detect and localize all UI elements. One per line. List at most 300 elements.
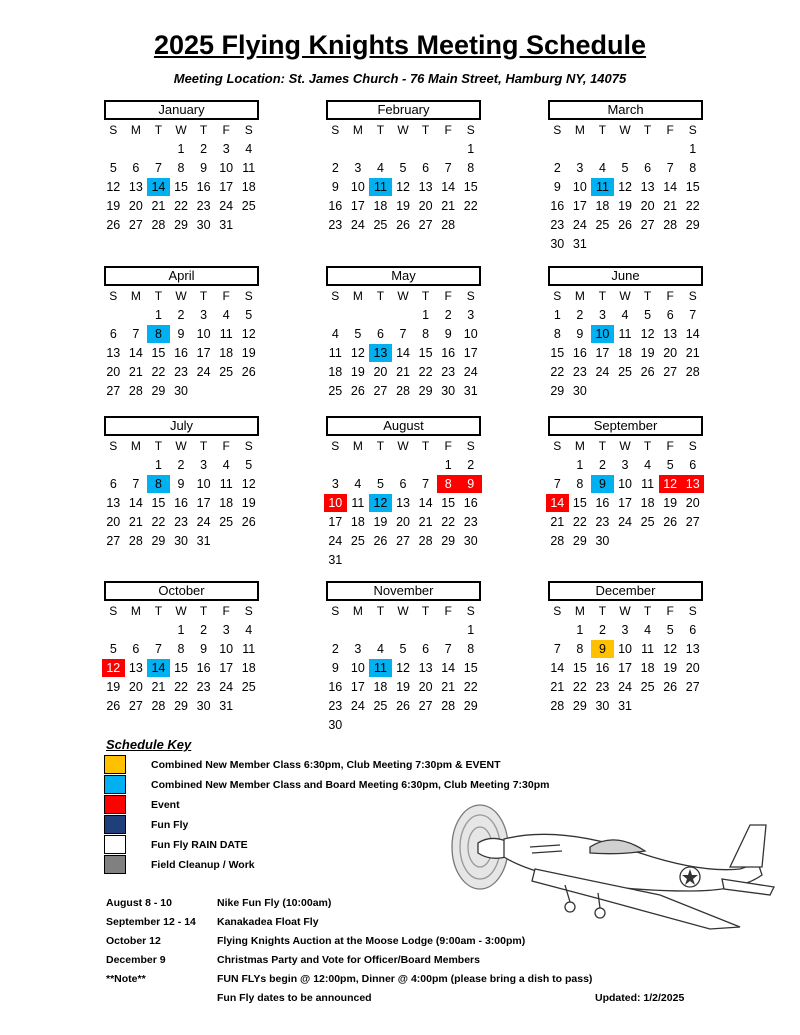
day-cell: 1 xyxy=(177,142,185,156)
day-cell: 23 xyxy=(196,680,211,694)
day-cell: 30 xyxy=(174,384,188,398)
weekday-letter: S xyxy=(688,604,697,618)
day-cell: 5 xyxy=(245,308,253,322)
day-cell: 30 xyxy=(572,384,587,398)
day-cell: 20 xyxy=(396,515,410,529)
day-cell: 20 xyxy=(106,365,121,379)
weekday-letter: T xyxy=(376,289,385,303)
weekday-letter: T xyxy=(643,289,652,303)
day-cell: 28 xyxy=(550,534,565,548)
day-cell: 22 xyxy=(572,515,587,529)
day-cell: 6 xyxy=(399,477,407,491)
event-description: FUN FLYs begin @ 12:00pm, Dinner @ 4:00pm (please bring a dish to pass) xyxy=(217,973,593,985)
day-cell: 11 xyxy=(242,161,256,175)
empty-cell xyxy=(591,382,614,400)
day-cell: 9 xyxy=(553,180,561,194)
day-cell: 26 xyxy=(663,515,678,529)
day-cell: 13 xyxy=(128,180,143,194)
day-cell: 8 xyxy=(553,327,561,341)
empty-cell xyxy=(347,140,370,158)
weekday-letter: T xyxy=(376,439,385,453)
weekday-letter: M xyxy=(130,439,141,453)
empty-cell xyxy=(659,140,682,158)
weekday-letter: S xyxy=(688,439,697,453)
empty-cell xyxy=(414,140,437,158)
event-row xyxy=(106,916,319,928)
day-cell: 9 xyxy=(177,477,185,491)
day-cell: 1 xyxy=(177,623,185,637)
day-cell: 11 xyxy=(219,327,233,341)
day-cell: 23 xyxy=(174,365,188,379)
weekday-letter: M xyxy=(352,123,363,137)
day-cell: 5 xyxy=(399,642,407,656)
day-cell: 8 xyxy=(177,642,185,656)
day-cell: 28 xyxy=(128,384,143,398)
meeting-location: Meeting Location: St. James Church - 76 Main Street, Hamburg NY, 14075 xyxy=(173,71,627,86)
weekday-letter: T xyxy=(154,604,163,618)
day-cell: 10 xyxy=(350,180,365,194)
weekday-letter: M xyxy=(352,604,363,618)
week-row xyxy=(546,640,704,659)
day-cell: 29 xyxy=(418,384,433,398)
day-cell: 24 xyxy=(350,699,365,713)
weekday-letter: T xyxy=(154,289,163,303)
day-cell: 20 xyxy=(128,680,143,694)
day-cell: 5 xyxy=(621,161,629,175)
day-cell: 24 xyxy=(618,680,632,694)
day-cell: 15 xyxy=(174,661,188,675)
day-cell: 10 xyxy=(324,494,347,512)
empty-cell xyxy=(636,235,659,253)
day-cell: 8 xyxy=(147,475,170,493)
key-item xyxy=(104,855,255,874)
day-cell: 12 xyxy=(369,494,392,512)
empty-cell xyxy=(414,621,437,639)
day-cell: 11 xyxy=(591,178,614,196)
updated-date: Updated: 1/2/2025 xyxy=(595,992,685,1004)
day-cell: 22 xyxy=(463,199,478,213)
weekday-letter: S xyxy=(244,123,253,137)
day-cell: 3 xyxy=(354,161,362,175)
day-cell: 30 xyxy=(196,218,211,232)
day-cell: 20 xyxy=(128,199,143,213)
day-cell: 24 xyxy=(463,365,478,379)
month-name: May xyxy=(326,266,481,286)
week-row xyxy=(324,456,482,475)
day-cell: 6 xyxy=(644,161,652,175)
empty-cell xyxy=(636,532,659,550)
week-row xyxy=(546,140,704,159)
weekday-letter: M xyxy=(574,289,585,303)
weekday-letter: F xyxy=(666,289,674,303)
day-cell: 3 xyxy=(576,161,584,175)
day-cell: 14 xyxy=(147,178,170,196)
empty-cell xyxy=(347,456,370,474)
day-cell: 7 xyxy=(689,308,697,322)
weekday-letter: W xyxy=(175,439,187,453)
day-cell: 12 xyxy=(640,327,655,341)
weekday-letter: S xyxy=(244,604,253,618)
day-cell: 30 xyxy=(196,699,211,713)
day-cell: 13 xyxy=(663,327,678,341)
empty-cell xyxy=(347,306,370,324)
day-cell: 21 xyxy=(418,515,433,529)
day-cell: 14 xyxy=(418,496,433,510)
event-description: Christmas Party and Vote for Officer/Board Members xyxy=(217,954,480,966)
weekday-letter: F xyxy=(666,604,674,618)
week-row xyxy=(546,659,704,678)
empty-cell xyxy=(681,235,704,253)
day-cell: 26 xyxy=(663,680,678,694)
day-cell: 7 xyxy=(444,161,452,175)
week-row xyxy=(102,697,260,716)
day-cell: 2 xyxy=(576,308,584,322)
week-row xyxy=(102,621,260,640)
day-cell: 16 xyxy=(441,346,456,360)
empty-cell xyxy=(324,456,347,474)
month-june xyxy=(546,266,704,401)
day-cell: 12 xyxy=(102,659,125,677)
weekday-letter: W xyxy=(397,604,409,618)
day-cell: 23 xyxy=(572,365,587,379)
week-row xyxy=(102,363,260,382)
day-cell: 26 xyxy=(396,699,410,713)
day-cell: 10 xyxy=(219,161,234,175)
day-cell: 23 xyxy=(174,515,188,529)
day-cell: 3 xyxy=(222,142,230,156)
weekday-letter: T xyxy=(421,439,430,453)
day-cell: 14 xyxy=(663,180,678,194)
day-cell: 28 xyxy=(396,384,410,398)
day-cell: 1 xyxy=(576,458,584,472)
month-name: December xyxy=(548,581,703,601)
event-row xyxy=(106,973,592,985)
weekday-header xyxy=(324,602,482,621)
day-cell: 3 xyxy=(621,458,629,472)
empty-cell xyxy=(215,382,238,400)
empty-cell xyxy=(392,716,415,734)
day-cell: 17 xyxy=(196,496,211,510)
day-cell: 22 xyxy=(174,199,188,213)
day-cell: 6 xyxy=(422,642,430,656)
day-cell: 4 xyxy=(376,161,384,175)
day-cell: 9 xyxy=(444,327,452,341)
day-cell: 7 xyxy=(422,477,430,491)
day-cell: 23 xyxy=(595,515,610,529)
weekday-letter: W xyxy=(175,604,187,618)
event-description: Fun Fly dates to be announced xyxy=(217,992,372,1004)
day-cell: 9 xyxy=(591,475,614,493)
empty-cell xyxy=(659,235,682,253)
day-cell: 9 xyxy=(200,161,208,175)
day-cell: 10 xyxy=(196,477,211,491)
day-cell: 25 xyxy=(350,534,365,548)
weekday-header xyxy=(324,121,482,140)
weekday-letter: S xyxy=(109,604,118,618)
day-cell: 27 xyxy=(418,699,433,713)
week-row xyxy=(324,382,482,401)
day-cell: 17 xyxy=(328,515,343,529)
empty-cell xyxy=(659,697,682,715)
day-cell: 31 xyxy=(328,553,343,567)
day-cell: 3 xyxy=(222,623,230,637)
key-item xyxy=(104,835,248,854)
week-row xyxy=(324,678,482,697)
day-cell: 5 xyxy=(109,642,117,656)
day-cell: 11 xyxy=(328,346,342,360)
key-item xyxy=(104,815,188,834)
week-row xyxy=(324,551,482,570)
week-row xyxy=(324,475,482,494)
day-cell: 7 xyxy=(132,477,140,491)
day-cell: 1 xyxy=(689,142,697,156)
month-name: March xyxy=(548,100,703,120)
day-cell: 24 xyxy=(219,199,234,213)
day-cell: 7 xyxy=(553,477,561,491)
weekday-header xyxy=(102,121,260,140)
day-cell: 4 xyxy=(245,623,253,637)
day-cell: 10 xyxy=(618,477,632,491)
day-cell: 6 xyxy=(109,477,117,491)
day-cell: 31 xyxy=(219,699,234,713)
empty-cell xyxy=(459,216,482,234)
week-row xyxy=(546,494,704,513)
weekday-header xyxy=(102,437,260,456)
day-cell: 14 xyxy=(128,346,143,360)
day-cell: 6 xyxy=(376,327,384,341)
day-cell: 30 xyxy=(328,718,343,732)
day-cell: 18 xyxy=(618,346,632,360)
empty-cell xyxy=(125,306,148,324)
day-cell: 25 xyxy=(595,218,610,232)
day-cell: 26 xyxy=(396,218,410,232)
day-cell: 19 xyxy=(663,496,678,510)
schedule-key-title: Schedule Key xyxy=(106,737,192,752)
week-row xyxy=(324,216,482,235)
week-row xyxy=(102,140,260,159)
week-row xyxy=(546,325,704,344)
day-cell: 13 xyxy=(418,661,433,675)
day-cell: 4 xyxy=(331,327,339,341)
empty-cell xyxy=(614,532,637,550)
day-cell: 3 xyxy=(621,623,629,637)
day-cell: 21 xyxy=(396,365,410,379)
empty-cell xyxy=(437,621,460,639)
weekday-letter: T xyxy=(199,439,208,453)
day-cell: 9 xyxy=(177,327,185,341)
weekday-letter: T xyxy=(376,123,385,137)
day-cell: 16 xyxy=(196,180,211,194)
empty-cell xyxy=(414,551,437,569)
day-cell: 11 xyxy=(369,178,392,196)
empty-cell xyxy=(125,140,148,158)
day-cell: 10 xyxy=(463,327,478,341)
week-row xyxy=(546,621,704,640)
empty-cell xyxy=(125,456,148,474)
weekday-letter: S xyxy=(109,439,118,453)
day-cell: 27 xyxy=(106,534,121,548)
day-cell: 29 xyxy=(550,384,565,398)
day-cell: 26 xyxy=(241,515,256,529)
month-september xyxy=(546,416,704,551)
day-cell: 8 xyxy=(437,475,460,493)
day-cell: 28 xyxy=(441,218,456,232)
day-cell: 29 xyxy=(572,699,587,713)
day-cell: 14 xyxy=(147,659,170,677)
day-cell: 18 xyxy=(241,661,256,675)
day-cell: 25 xyxy=(219,515,234,529)
day-cell: 21 xyxy=(441,199,456,213)
day-cell: 2 xyxy=(553,161,561,175)
day-cell: 22 xyxy=(550,365,565,379)
day-cell: 18 xyxy=(640,496,655,510)
empty-cell xyxy=(681,697,704,715)
weekday-letter: T xyxy=(643,123,652,137)
week-row xyxy=(546,216,704,235)
day-cell: 28 xyxy=(151,218,166,232)
day-cell: 21 xyxy=(151,199,166,213)
day-cell: 19 xyxy=(106,199,121,213)
empty-cell xyxy=(459,551,482,569)
day-cell: 13 xyxy=(106,346,121,360)
day-cell: 18 xyxy=(640,661,655,675)
week-row xyxy=(102,532,260,551)
week-row xyxy=(546,678,704,697)
day-cell: 20 xyxy=(663,346,678,360)
day-cell: 18 xyxy=(241,180,256,194)
key-item xyxy=(104,775,550,794)
empty-cell xyxy=(102,456,125,474)
day-cell: 16 xyxy=(174,496,188,510)
day-cell: 3 xyxy=(354,642,362,656)
day-cell: 11 xyxy=(351,496,365,510)
day-cell: 27 xyxy=(685,680,700,694)
weekday-letter: S xyxy=(688,289,697,303)
week-row xyxy=(324,178,482,197)
day-cell: 9 xyxy=(331,180,339,194)
day-cell: 6 xyxy=(689,458,697,472)
day-cell: 14 xyxy=(396,346,410,360)
day-cell: 16 xyxy=(595,496,610,510)
day-cell: 25 xyxy=(373,218,388,232)
day-cell: 19 xyxy=(396,199,410,213)
day-cell: 28 xyxy=(685,365,700,379)
day-cell: 27 xyxy=(685,515,700,529)
day-cell: 6 xyxy=(132,161,140,175)
week-row xyxy=(546,344,704,363)
empty-cell xyxy=(237,382,260,400)
event-description: Nike Fun Fly (10:00am) xyxy=(217,897,332,909)
day-cell: 25 xyxy=(328,384,343,398)
day-cell: 29 xyxy=(572,534,587,548)
empty-cell xyxy=(347,621,370,639)
empty-cell xyxy=(125,621,148,639)
week-row xyxy=(102,344,260,363)
day-cell: 13 xyxy=(369,344,392,362)
day-cell: 31 xyxy=(572,237,587,251)
weekday-letter: S xyxy=(244,439,253,453)
day-cell: 28 xyxy=(151,699,166,713)
day-cell: 19 xyxy=(618,199,632,213)
weekday-letter: F xyxy=(444,604,452,618)
empty-cell xyxy=(437,551,460,569)
weekday-header xyxy=(102,602,260,621)
day-cell: 29 xyxy=(685,218,700,232)
day-cell: 23 xyxy=(328,699,343,713)
empty-cell xyxy=(215,532,238,550)
week-row xyxy=(102,325,260,344)
empty-cell xyxy=(392,551,415,569)
day-cell: 27 xyxy=(663,365,678,379)
event-row xyxy=(106,897,331,909)
empty-cell xyxy=(369,551,392,569)
weekday-header xyxy=(102,287,260,306)
day-cell: 13 xyxy=(128,661,143,675)
key-label: Combined New Member Class and Board Meeting 6:30pm, Club Meeting 7:30pm xyxy=(151,778,550,791)
month-name: November xyxy=(326,581,481,601)
empty-cell xyxy=(414,456,437,474)
day-cell: 13 xyxy=(685,642,700,656)
week-row xyxy=(102,494,260,513)
day-cell: 20 xyxy=(685,496,700,510)
key-label: Combined New Member Class 6:30pm, Club Meeting 7:30pm & EVENT xyxy=(151,758,501,771)
week-row xyxy=(102,178,260,197)
weekday-header xyxy=(546,287,704,306)
day-cell: 8 xyxy=(467,642,475,656)
weekday-letter: M xyxy=(130,289,141,303)
week-row xyxy=(546,197,704,216)
day-cell: 9 xyxy=(459,475,482,493)
day-cell: 7 xyxy=(399,327,407,341)
day-cell: 6 xyxy=(689,623,697,637)
empty-cell xyxy=(414,716,437,734)
day-cell: 12 xyxy=(396,661,410,675)
day-cell: 16 xyxy=(595,661,610,675)
day-cell: 4 xyxy=(376,642,384,656)
day-cell: 8 xyxy=(147,325,170,343)
day-cell: 24 xyxy=(595,365,610,379)
day-cell: 12 xyxy=(106,180,121,194)
day-cell: 17 xyxy=(219,661,234,675)
week-row xyxy=(546,697,704,716)
day-cell: 5 xyxy=(644,308,652,322)
key-item xyxy=(104,795,180,814)
day-cell: 4 xyxy=(354,477,362,491)
day-cell: 22 xyxy=(174,680,188,694)
day-cell: 12 xyxy=(618,180,632,194)
day-cell: 22 xyxy=(151,365,166,379)
day-cell: 1 xyxy=(422,308,430,322)
week-row xyxy=(102,159,260,178)
weekday-letter: S xyxy=(466,604,475,618)
weekday-letter: T xyxy=(643,439,652,453)
day-cell: 4 xyxy=(245,142,253,156)
day-cell: 21 xyxy=(663,199,678,213)
day-cell: 15 xyxy=(151,496,166,510)
day-cell: 16 xyxy=(328,680,343,694)
month-name: June xyxy=(548,266,703,286)
empty-cell xyxy=(237,532,260,550)
month-name: July xyxy=(104,416,259,436)
weekday-letter: M xyxy=(574,123,585,137)
week-row xyxy=(546,513,704,532)
day-cell: 21 xyxy=(128,515,143,529)
day-cell: 25 xyxy=(241,680,256,694)
weekday-letter: W xyxy=(619,123,631,137)
day-cell: 9 xyxy=(576,327,584,341)
weekday-letter: T xyxy=(199,123,208,137)
empty-cell xyxy=(591,140,614,158)
